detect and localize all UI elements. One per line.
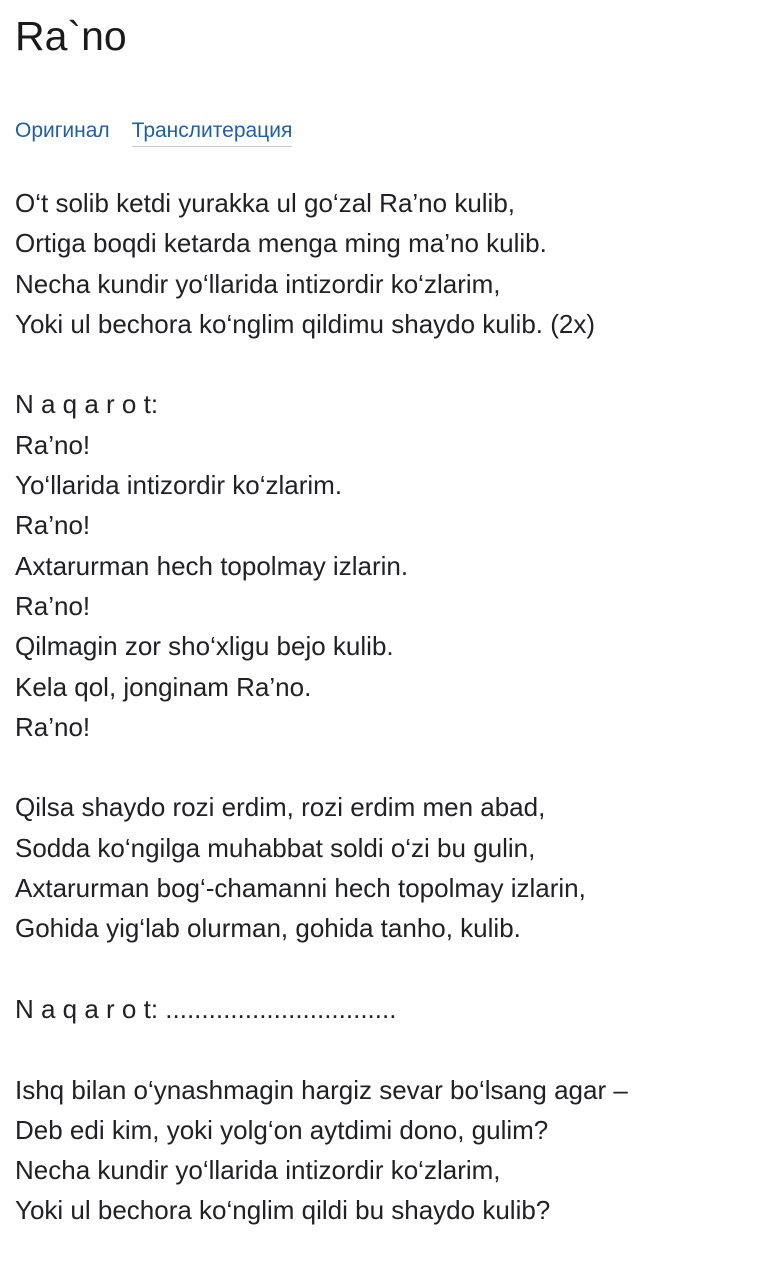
lyric-line: O‘t solib ketdi yurakka ul go‘zal Ra’no kulib, xyxy=(15,188,516,218)
lyric-line: Ra’no! xyxy=(15,711,91,742)
lyric-line: Necha kundir yo‘llarida intizordir ko‘zlarim, xyxy=(15,268,501,299)
verse-2 xyxy=(15,787,628,948)
lyrics-text xyxy=(15,183,628,1231)
lyric-line: Qilmagin zor sho‘xligu bejo kulib. xyxy=(15,631,394,662)
chorus xyxy=(15,384,628,747)
lyric-line: Sodda ko‘ngilga muhabbat soldi o‘zi bu gulin, xyxy=(15,832,536,863)
tab-transliteration[interactable]: Транслитерация xyxy=(132,117,293,147)
lyric-line: Yoki ul bechora ko‘nglim qildimu shaydo kulib. (2x) xyxy=(15,308,595,339)
lyric-line: Yo‘llarida intizordir ko‘zlarim. xyxy=(15,470,343,501)
lyric-line: Axtarurman hech topolmay izlarin. xyxy=(15,550,409,581)
lyric-line: Gohida yig‘lab olurman, gohida tanho, kulib. xyxy=(15,913,521,944)
chorus-label: N a q a r o t: ................................ xyxy=(15,993,397,1024)
chorus-repeat xyxy=(15,989,628,1029)
lyric-line: Ra’no! xyxy=(15,590,91,621)
verse-3 xyxy=(15,1070,628,1231)
lyric-line: Qilsa shaydo rozi erdim, rozi erdim men abad, xyxy=(15,792,546,823)
chorus-label: N a q a r o t: xyxy=(15,389,159,420)
tab-original[interactable]: Оригинал xyxy=(15,119,110,142)
song-title: Ra`no xyxy=(15,13,127,59)
lyric-line: Necha kundir yo‘llarida intizordir ko‘zlarim, xyxy=(15,1155,501,1186)
lyric-line: Axtarurman bog‘-chamanni hech topolmay izlarin, xyxy=(15,873,586,904)
lyric-line: Deb edi kim, yoki yolg‘on aytdimi dono, gulim? xyxy=(15,1114,549,1145)
lyric-line: Yoki ul bechora ko‘nglim qildi bu shaydo kulib? xyxy=(15,1195,551,1226)
lyric-line: Kela qol, jonginam Ra’no. xyxy=(15,671,312,702)
verse-1 xyxy=(15,183,628,344)
lyric-line: Ra’no! xyxy=(15,510,91,541)
lyric-line: Ishq bilan o‘ynashmagin hargiz sevar bo‘lsang agar – xyxy=(15,1074,628,1105)
lyric-line: Ortiga boqdi ketarda menga ming ma’no kulib. xyxy=(15,228,547,259)
view-tabs xyxy=(15,117,292,147)
lyric-line: Ra’no! xyxy=(15,429,91,460)
